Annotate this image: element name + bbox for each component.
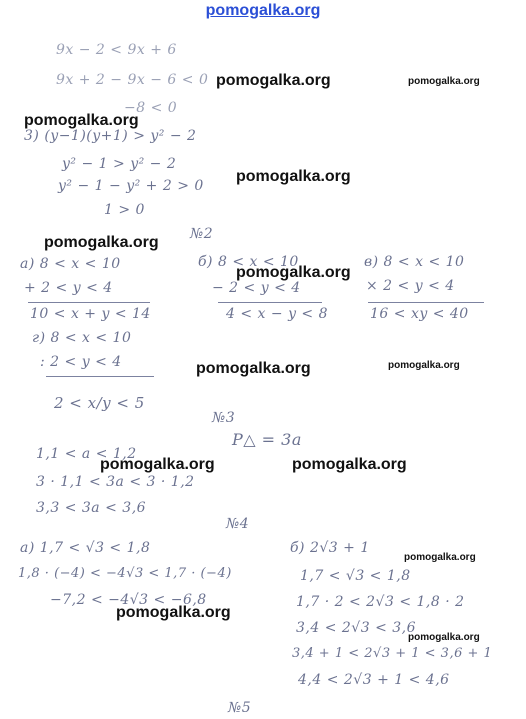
watermark: pomogalka.org [408,632,480,643]
section-number: №2 [190,226,214,242]
hw-line: 1,7 · 2 < 2√3 < 1,8 · 2 [296,594,465,610]
watermark: pomogalka.org [24,112,139,129]
hw-line: 16 < xy < 40 [370,306,469,322]
hw-line: 2 < x/y < 5 [54,394,145,412]
section-number: №4 [226,516,250,532]
hw-line: 4,4 < 2√3 + 1 < 4,6 [298,672,450,688]
hw-line: −8 < 0 [124,100,178,116]
hw-line: 3) (y−1)(y+1) > y² − 2 [24,128,197,144]
divider [368,302,484,303]
hw-line: 1,8 · (−4) < −4√3 < 1,7 · (−4) [18,566,232,581]
section-number: №5 [228,700,252,716]
hw-line: 9x − 2 < 9x + 6 [56,42,177,58]
hw-line: y² − 1 − y² + 2 > 0 [58,178,204,194]
hw-line: 10 < x + y < 14 [30,306,151,322]
hw-line: в) 8 < x < 10 [364,254,465,270]
hw-line: а) 8 < x < 10 [20,256,121,272]
hw-line: 3,3 < 3a < 3,6 [36,500,147,516]
divider [46,376,154,377]
hw-line: 4 < x − y < 8 [226,306,329,322]
watermark: pomogalka.org [236,264,351,281]
watermark: pomogalka.org [116,604,231,621]
hw-line: а) 1,7 < √3 < 1,8 [20,540,151,556]
hw-line: б) 8 < x < 10 [198,254,299,270]
hw-line: 9x + 2 − 9x − 6 < 0 [56,72,209,88]
hw-line: 3,4 + 1 < 2√3 + 1 < 3,6 + 1 [292,646,493,661]
watermark: pomogalka.org [44,234,159,251]
watermark: pomogalka.org [100,456,215,473]
hw-line: + 2 < y < 4 [24,280,113,296]
hw-line: 1,7 < √3 < 1,8 [300,568,411,584]
watermark: pomogalka.org [196,360,311,377]
hw-line: : 2 < y < 4 [40,354,122,370]
site-header-link[interactable]: pomogalka.org [205,2,321,19]
watermark: pomogalka.org [236,168,351,185]
watermark: pomogalka.org [408,76,480,87]
hw-line: × 2 < y < 4 [366,278,455,294]
divider [218,302,322,303]
hw-line: 3 · 1,1 < 3a < 3 · 1,2 [36,474,195,490]
hw-line: б) 2√3 + 1 [290,540,370,556]
hw-line: y² − 1 > y² − 2 [62,156,177,172]
watermark: pomogalka.org [388,360,460,371]
watermark: pomogalka.org [216,72,331,89]
hw-line: 3,4 < 2√3 < 3,6 [296,620,417,636]
hw-line: −7,2 < −4√3 < −6,8 [50,592,207,608]
hw-line: г) 8 < x < 10 [32,330,132,346]
section-number: №3 [212,410,236,426]
hw-line: 1,1 < a < 1,2 [36,446,137,462]
hw-line: − 2 < y < 4 [212,280,301,296]
divider [28,302,150,303]
watermark: pomogalka.org [292,456,407,473]
hw-line: P△ = 3a [232,430,302,449]
watermark: pomogalka.org [404,552,476,563]
hw-line: 1 > 0 [104,202,145,218]
